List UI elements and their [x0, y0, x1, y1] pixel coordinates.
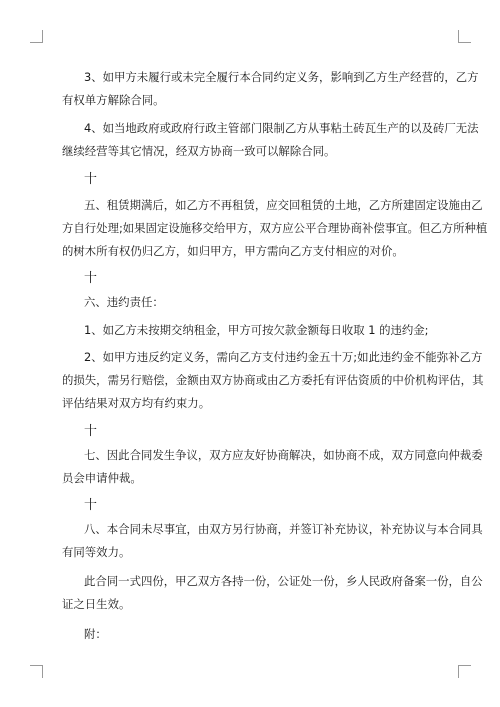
text-line: 2、如甲方违反约定义务，需向乙方支付违约金五十万;如此违约金不能弥补乙方: [84, 350, 483, 364]
clause-4-paragraph: [62, 117, 479, 163]
text-line: 附：: [84, 627, 107, 641]
crop-mark-top-right: [458, 30, 471, 43]
text-line: 方自行处理;如果固定设施移交给甲方，双方应公平合理协商补偿事宜。但乙方所种植: [62, 221, 488, 235]
text-line: 员会申请仲裁。: [62, 471, 142, 485]
breach-clause-2: [62, 346, 484, 415]
text-line: 1、如乙方未按期交纳租金，甲方可按欠款金额每日收取 1 的违约金;: [84, 323, 429, 337]
crop-mark-top-left: [30, 30, 43, 43]
attachment-label: [84, 623, 424, 646]
copies-paragraph: [62, 570, 483, 616]
section-separator: 十: [84, 172, 98, 187]
text-line: 五、租赁期满后，如乙方不再租赁，应交回租赁的土地，乙方所建固定设施由乙: [84, 198, 483, 212]
text-line: 评估结果对双方均有约束力。: [62, 396, 211, 410]
section-separator: 十: [84, 271, 98, 286]
text-line: 七、因此合同发生争议，双方应友好协商解决，如协商不成，双方同意向仲裁委: [84, 448, 483, 462]
text-line: 继续经营等其它情况，经双方协商一致可以解除合同。: [62, 144, 336, 158]
text-line: 的树木所有权仍归乙方，如归甲方，甲方需向乙方支付相应的对价。: [62, 244, 404, 258]
section-7-paragraph: [62, 444, 483, 490]
crop-mark-bottom-left: [30, 665, 43, 678]
section-6-heading: [84, 291, 424, 314]
text-line: 有权单方解除合同。: [62, 93, 165, 107]
text-line: 4、如当地政府或政府行政主管部门限制乙方从事粘土砖瓦生产的以及砖厂无法: [84, 121, 479, 135]
text-line: 此合同一式四份，甲乙双方各持一份，公证处一份，乡人民政府备案一份，自公: [84, 574, 483, 588]
text-line: 的损失，需另行赔偿，金额由双方协商或由乙方委托有评估资质的中价机构评估，其: [62, 373, 484, 387]
text-line: 3、如甲方未履行或未完全履行本合同约定义务，影响到乙方生产经营的，乙方: [84, 70, 479, 84]
text-line: 有同等效力。: [62, 545, 131, 559]
text-line: 八、本合同未尽事宜，由双方另行协商，并签订补充协议，补充协议与本合同具: [84, 522, 483, 536]
section-separator: 十: [84, 424, 98, 439]
section-8-paragraph: [62, 518, 483, 564]
clause-3-paragraph: [62, 66, 479, 112]
text-line: 证之日生效。: [62, 597, 131, 611]
text-line: 六、违约责任：: [84, 295, 164, 309]
breach-clause-1: [84, 319, 429, 342]
section-separator: 十: [84, 498, 98, 513]
section-5-paragraph: [62, 194, 488, 263]
crop-mark-bottom-right: [458, 665, 471, 678]
